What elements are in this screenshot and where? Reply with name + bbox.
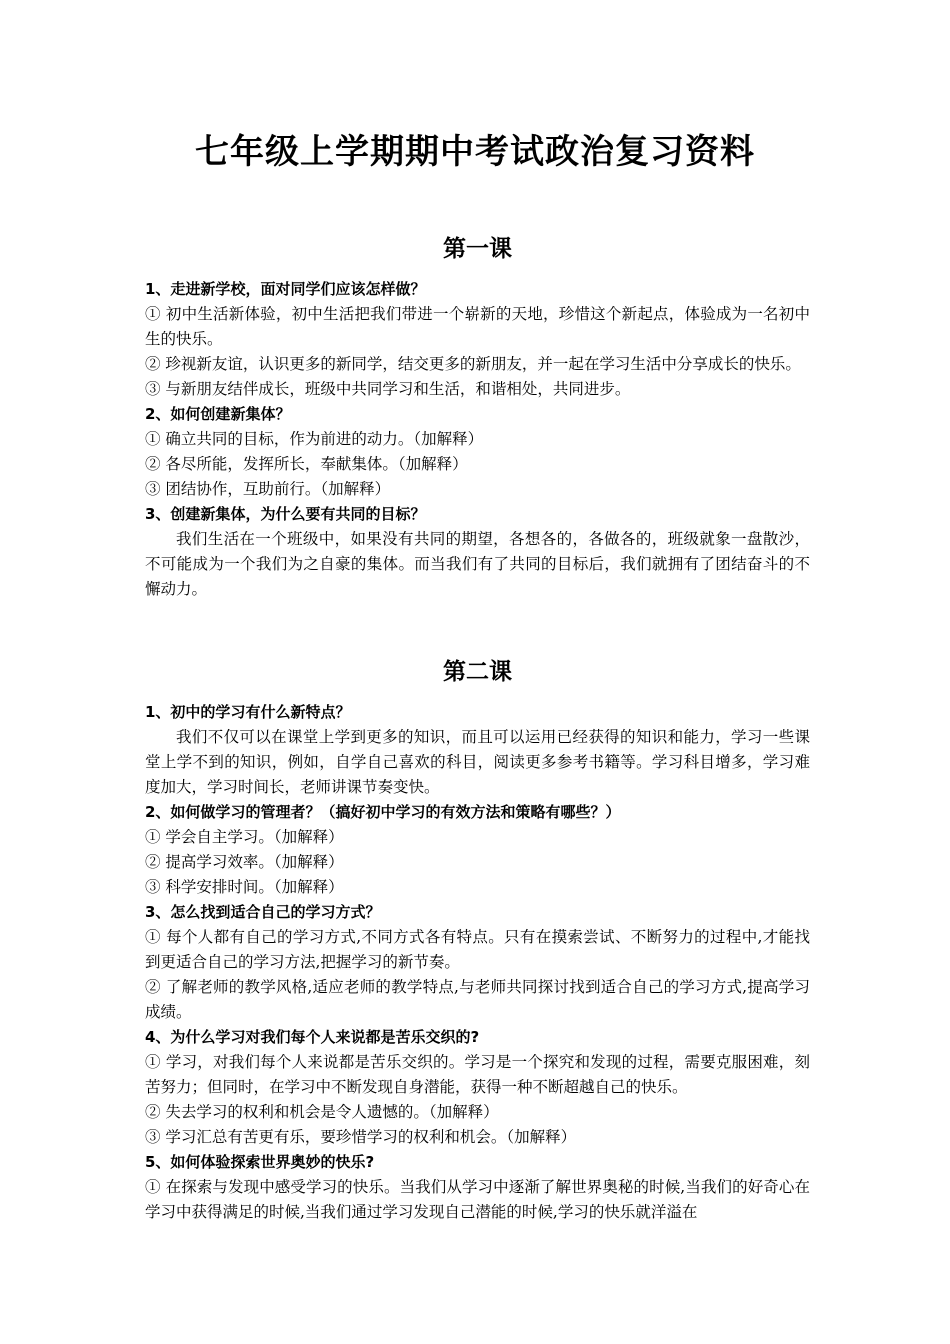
lesson-2-question-1-answer: 我们不仅可以在课堂上学到更多的知识，而且可以运用已经获得的知识和能力，学习一些课堂上学不到的知识，例如，自学自己喜欢的科目，阅读更多参考书籍等。学习科目增多，学习难度加大，学习时间长，老师讲课节奏变快。: [145, 728, 810, 796]
lesson-1-question-1: 1、走进新学校，面对同学们应该怎样做？: [145, 280, 426, 298]
lesson-1-question-2-point-3: ③ 团结协作，互助前行。（加解释）: [145, 480, 391, 498]
lesson-1-question-1-point-2: ② 珍视新友谊，认识更多的新同学，结交更多的新朋友，并一起在学习生活中分享成长的快乐。: [145, 355, 801, 373]
lesson-1-question-1-point-3: ③ 与新朋友结伴成长，班级中共同学习和生活，和谐相处，共同进步。: [145, 380, 631, 398]
lesson-2-question-5: 5、如何体验探索世界奥妙的快乐?: [145, 1153, 375, 1171]
lesson-2-question-3-point-2: ② 了解老师的教学风格,适应老师的教学特点,与老师共同探讨找到适合自己的学习方式,提高学习成绩。: [145, 978, 810, 1021]
lesson-2-question-4-point-3: ③ 学习汇总有苦更有乐，要珍惜学习的权利和机会。（加解释）: [145, 1128, 577, 1146]
lesson-2-question-4-point-2: ② 失去学习的权利和机会是令人遗憾的。（加解释）: [145, 1103, 499, 1121]
lesson-1-question-2-point-1: ① 确立共同的目标，作为前进的动力。（加解释）: [145, 430, 484, 448]
lesson-2-title: 第二课: [443, 659, 512, 685]
lesson-2-question-1: 1、初中的学习有什么新特点？: [145, 703, 351, 721]
lesson-2-question-2-point-3: ③ 科学安排时间。（加解释）: [145, 878, 344, 896]
lesson-2-question-3: 3、怎么找到适合自己的学习方式？: [145, 903, 381, 921]
lesson-1-question-2-point-2: ② 各尽所能，发挥所长，奉献集体。（加解释）: [145, 455, 468, 473]
document-title: 七年级上学期期中考试政治复习资料: [195, 132, 755, 172]
lesson-2-question-2-point-2: ② 提高学习效率。（加解释）: [145, 853, 344, 871]
lesson-1-question-2: 2、如何创建新集体？: [145, 405, 291, 423]
lesson-1-title: 第一课: [443, 236, 512, 262]
lesson-2-question-5-point-1: ① 在探索与发现中感受学习的快乐。当我们从学习中逐渐了解世界奥秘的时候,当我们的好奇心在学习中获得满足的时候,当我们通过学习发现自己潜能的时候,学习的快乐就洋溢在: [145, 1178, 810, 1221]
lesson-2-question-2: 2、如何做学习的管理者？（搞好初中学习的有效方法和策略有哪些？）: [145, 803, 621, 821]
lesson-1-section: [145, 233, 810, 602]
lesson-2-question-2-point-1: ① 学会自主学习。（加解释）: [145, 828, 344, 846]
lesson-1-question-3-answer: 我们生活在一个班级中，如果没有共同的期望，各想各的，各做各的，班级就象一盘散沙，不可能成为一个我们为之自豪的集体。而当我们有了共同的目标后，我们就拥有了团结奋斗的不懈动力。: [145, 530, 810, 598]
lesson-2-question-3-point-1: ① 每个人都有自己的学习方式,不同方式各有特点。只有在摸索尝试、不断努力的过程中,才能找到更适合自己的学习方法,把握学习的新节奏。: [145, 928, 810, 971]
lesson-2-section: [145, 656, 810, 1225]
lesson-2-question-4-point-1: ① 学习，对我们每个人来说都是苦乐交织的。学习是一个探究和发现的过程，需要克服困难，刻苦努力；但同时，在学习中不断发现自身潜能，获得一种不断超越自己的快乐。: [145, 1053, 810, 1096]
lesson-1-question-1-point-1: ① 初中生活新体验，初中生活把我们带进一个崭新的天地，珍惜这个新起点，体验成为一名初中生的快乐。: [145, 305, 810, 348]
lesson-2-question-4: 4、为什么学习对我们每个人来说都是苦乐交织的?: [145, 1028, 480, 1046]
lesson-1-question-3: 3、创建新集体，为什么要有共同的目标？: [145, 505, 426, 523]
